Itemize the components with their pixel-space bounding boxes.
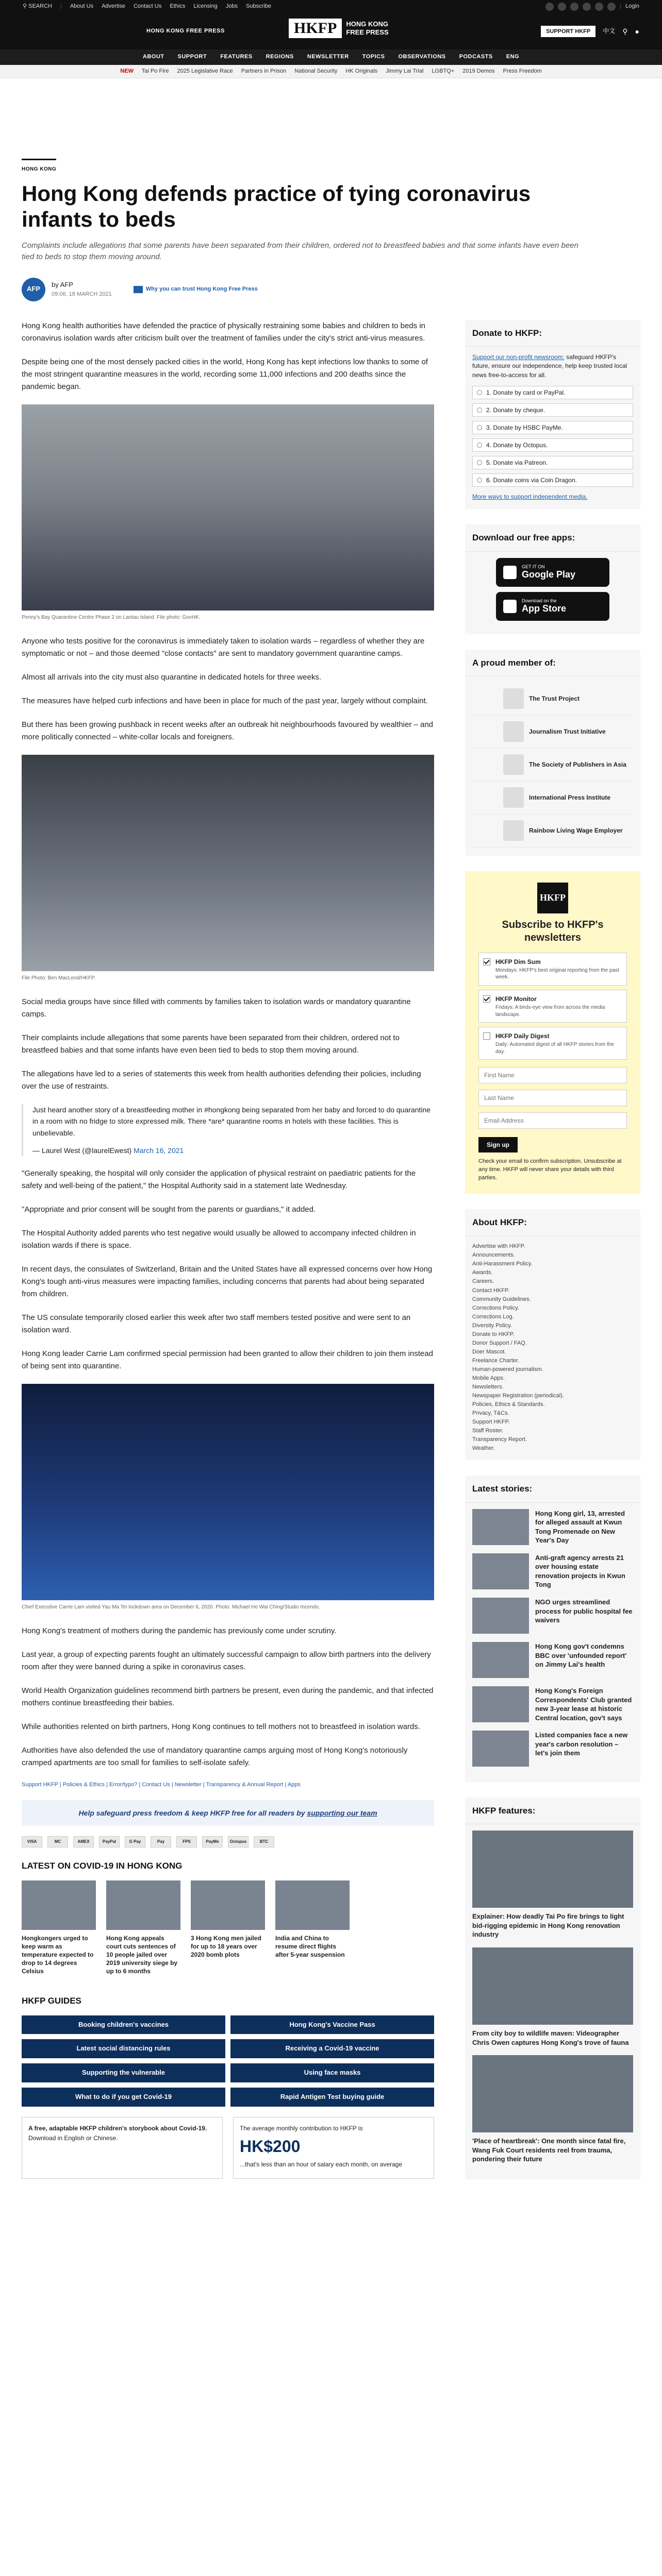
option-name: HKFP Dim Sum	[495, 958, 541, 965]
search-label: SEARCH	[28, 3, 52, 10]
option-desc: Fridays: A birds-eye view from across the media landscape.	[495, 1005, 605, 1018]
trust-project-icon	[503, 688, 524, 709]
about-link[interactable]: Community Guidelines.	[472, 1296, 531, 1302]
article-category[interactable]: HONG KONG	[22, 159, 56, 174]
paragraph: Hong Kong leader Carrie Lam confirmed special permission had been granted to allow their children to join them instead of being sent into quarantine.	[22, 1349, 433, 1371]
about-link[interactable]: Support HKFP.	[472, 1419, 510, 1426]
covid-story[interactable]	[22, 1880, 96, 1976]
latest-story[interactable]	[472, 1642, 633, 1678]
twitter-icon[interactable]	[558, 3, 566, 11]
tweet-author: — Laurel West (@laurelEwest)	[32, 1146, 132, 1155]
topbar-link-licensing[interactable]: Licensing	[193, 3, 218, 10]
byline	[22, 278, 640, 301]
paragraph: "Generally speaking, the hospital will only consider the application of physical restraint on paediatric patients for the safety and well-being of the patient," the Hospital Authority said in a statement late Wednesday.	[22, 1169, 416, 1191]
ticker-new-badge: NEW	[120, 67, 134, 74]
paragraph: "Appropriate and prior consent will be sought from the parents or guardians," it added.	[22, 1205, 316, 1214]
member-logo[interactable]	[472, 815, 633, 848]
paragraph: Last year, a group of expecting parents fought an ultimately successful campaign to allow birth partners into the delivery room after they were banned during a spike in coronavirus cases.	[22, 1650, 431, 1672]
feature-image	[472, 2055, 633, 2132]
youtube-icon[interactable]	[583, 3, 591, 11]
banner-subtitle: ...that's less than an hour of salary each month, on average	[240, 2161, 403, 2168]
embedded-tweet	[22, 1104, 434, 1157]
nav-item-newsletter[interactable]: NEWSLETTER	[307, 54, 349, 60]
features-list	[465, 1831, 640, 2179]
fps-icon: FPS	[176, 1836, 197, 1848]
tweet-text: Just heard another story of a breastfeeding mother in #hongkong being separated from her baby and forced to do quarantine in a room with no fridge to store expressed milk. There *are* quarantine rooms in hotels with these facilities. This is unbelievable.	[32, 1105, 431, 1137]
about-link[interactable]: Anti-Harassment Policy.	[472, 1261, 533, 1267]
ticker-item[interactable]: 2025 Legislative Race	[177, 67, 233, 74]
trust-icon	[134, 286, 143, 293]
paragraph: Authorities have also defended the use of mandatory quarantine camps arguing most of Hong Kong's notoriously cramped apartments are too small for families to self-isolate safely.	[22, 1746, 408, 1768]
about-title: About HKFP:	[465, 1209, 640, 1236]
donate-option[interactable]	[472, 473, 633, 487]
feature-title: From city boy to wildlife maven: Videographer Chris Owen captures Hong Kong's trove of fauna	[472, 2029, 629, 2046]
first-name-field[interactable]	[478, 1067, 627, 1083]
banner-title: The average monthly contribution to HKFP is	[240, 2124, 363, 2132]
feature-title: 'Place of heartbreak': One month since fatal fire, Wang Fuk Court residents reel from trauma, pondering their future	[472, 2137, 626, 2163]
guides-grid	[22, 2015, 434, 2107]
story-title: Listed companies face a new year's carbon resolution – let's join them	[535, 1731, 628, 1757]
member-logo[interactable]	[472, 749, 633, 782]
about-link[interactable]: Privacy, T&Cs.	[472, 1410, 509, 1417]
paragraph: In recent days, the consulates of Switzerland, Britain and the United States have all expressed concerns over how Hong Kong's tough anti-virus measures were impacting families, including concerns that parents had about being separated from children.	[22, 1265, 433, 1299]
latest-story[interactable]	[472, 1553, 633, 1589]
radio-icon	[477, 425, 482, 430]
telegram-icon[interactable]	[607, 3, 616, 11]
ticker-item[interactable]: HK Originals	[345, 67, 378, 74]
carrie-lam-photo	[22, 1384, 434, 1600]
banner-title: A free, adaptable HKFP children's storybook about Covid-19.	[28, 2124, 207, 2132]
story-thumbnail	[472, 1642, 529, 1678]
banner-amount: HK$200	[240, 2137, 301, 2156]
latest-story[interactable]	[472, 1509, 633, 1545]
trust-text: Why you can trust Hong Kong Free Press	[145, 285, 258, 292]
article-title: Hong Kong defends practice of tying coronavirus infants to beds	[22, 181, 531, 232]
apps-box	[465, 524, 640, 634]
topic-ticker	[0, 65, 662, 78]
ticker-item[interactable]: Tai Po Fire	[141, 67, 169, 74]
top-utility-bar	[0, 0, 662, 13]
story-title: Hongkongers urged to keep warm as temperature expected to drop to 14 degrees Celsius	[22, 1934, 94, 1975]
storybook-banner[interactable]	[22, 2117, 223, 2179]
paragraph: The US consulate temporarily closed earlier this week after two staff members tested positive and were sent to an isolation ward.	[22, 1313, 411, 1335]
donate-option[interactable]	[472, 403, 633, 417]
site-logo[interactable]	[289, 19, 389, 38]
donate-option[interactable]	[472, 438, 633, 452]
guide-button[interactable]: Booking children's vaccines	[22, 2015, 225, 2035]
story-thumbnail	[191, 1880, 265, 1930]
mastercard-icon: MC	[47, 1836, 68, 1848]
about-link[interactable]: Corrections Log.	[472, 1313, 514, 1320]
about-link[interactable]: Newsletters.	[472, 1384, 504, 1391]
story-thumbnail	[472, 1598, 529, 1634]
radio-icon	[477, 478, 482, 483]
topbar-link-advertise[interactable]: Advertise	[102, 3, 125, 10]
hazmat-workers-photo	[22, 755, 434, 971]
topbar-link-jobs[interactable]: Jobs	[225, 3, 238, 10]
login-link[interactable]: Login	[625, 3, 639, 10]
google-pay-icon: G Pay	[125, 1836, 145, 1848]
story-title: Hong Kong appeals court cuts sentences of 10 people jailed over 2019 university siege by up to 6 months	[106, 1934, 178, 1975]
story-thumbnail	[472, 1731, 529, 1767]
story-title: Hong Kong gov't condemns BBC over 'unfounded report' on Jimmy Lai's health	[535, 1642, 627, 1669]
divider: |	[60, 3, 62, 10]
paragraph: While authorities relented on birth partners, Hong Kong continues to tell mothers not to breastfeed in isolation wards.	[22, 1722, 420, 1732]
header-right	[541, 26, 639, 37]
article-standfirst: Complaints include allegations that some parents have been separated from their children, ordered not to breastfeed babies and that some infants have even been tied to beds to stop them moving around.	[22, 241, 578, 262]
nav-item-observations[interactable]: OBSERVATIONS	[398, 54, 446, 60]
donate-option[interactable]	[472, 386, 633, 399]
newsletter-logo: HKFP	[537, 883, 568, 913]
octopus-icon: Octopus	[228, 1836, 249, 1848]
banner-subtitle: Download in English or Chinese.	[28, 2134, 118, 2142]
member-name: The Trust Project	[529, 694, 580, 702]
nav-item-features[interactable]: FEATURES	[220, 54, 253, 60]
contribution-banner[interactable]	[233, 2117, 434, 2179]
covid-section-title: LATEST ON COVID-19 IN HONG KONG	[22, 1861, 183, 1871]
newsletter-option[interactable]	[478, 953, 627, 986]
donate-option-label: 6. Donate coins via Coin Dragon.	[486, 476, 577, 484]
checkbox-checked-icon[interactable]	[483, 995, 490, 1003]
about-link[interactable]: Diversity Policy.	[472, 1322, 512, 1329]
guide-button[interactable]: Receiving a Covid-19 vaccine	[230, 2039, 434, 2058]
instagram-icon[interactable]	[570, 3, 578, 11]
paragraph: The Hospital Authority added parents who test negative would usually be allowed to accompany infected children in isolation wards if there is space.	[22, 1229, 416, 1250]
membership-title: A proud member of:	[465, 650, 640, 676]
newsletter-option[interactable]	[478, 1027, 627, 1060]
topbar-links	[23, 2, 271, 11]
apple-pay-icon: Pay	[151, 1836, 171, 1848]
option-text	[495, 1031, 622, 1055]
nav-item-about[interactable]: ABOUT	[142, 54, 164, 60]
photo-caption: Chief Executive Carrie Lam visited Yau Ma Tei lockdown area on December 6, 2020. Photo: Michael Ho Wai Ching/Studio Incendo.	[22, 1604, 320, 1611]
support-hkfp-button[interactable]: SUPPORT HKFP	[541, 26, 595, 37]
feature-image	[472, 1831, 633, 1908]
feature-image	[472, 1947, 633, 2025]
latest-box	[465, 1476, 640, 1782]
cta-text: Help safeguard press freedom & keep HKFP free for all readers by	[78, 1808, 305, 1817]
story-title: Hong Kong girl, 13, arrested for alleged assault at Kwun Tong Promenade on New Year's Day	[535, 1509, 625, 1545]
search-link[interactable]: ⚲ SEARCH	[23, 3, 52, 10]
paragraph: Their complaints include allegations that some parents have been separated from their children, ordered not to breastfeed babies and that some infants have even been tied to beds to stop them moving around.	[22, 1033, 400, 1055]
donate-title: Donate to HKFP:	[465, 320, 640, 347]
story-thumbnail	[22, 1880, 96, 1930]
story-thumbnail	[472, 1509, 529, 1545]
member-name: Journalism Trust Initiative	[529, 727, 606, 735]
more-ways-link[interactable]: More ways to support independent media.	[472, 493, 588, 501]
sopa-icon	[503, 754, 524, 775]
member-name: Rainbow Living Wage Employer	[529, 826, 623, 834]
story-title: NGO urges streamlined process for public hospital fee waivers	[535, 1598, 633, 1624]
story-title: 3 Hong Kong men jailed for up to 18 years over 2020 bomb plots	[191, 1934, 261, 1958]
story-thumbnail	[275, 1880, 350, 1930]
member-logo[interactable]	[472, 716, 633, 749]
checkbox-icon[interactable]	[483, 1032, 490, 1040]
member-list	[465, 683, 640, 856]
linkedin-icon[interactable]	[595, 3, 603, 11]
store-label	[522, 564, 575, 580]
logo-text	[346, 20, 388, 36]
about-list	[465, 1242, 640, 1460]
paragraph: World Health Organization guidelines recommend birth partners be present, even during the pandemic, and that infected mothers continue breastfeeding their babies.	[22, 1686, 434, 1708]
feature-story[interactable]	[472, 1831, 633, 1939]
paypal-icon: PayPal	[99, 1836, 120, 1848]
google-play-icon	[503, 566, 517, 579]
store-label	[522, 598, 566, 614]
about-link[interactable]: Contact HKFP.	[472, 1287, 509, 1294]
feature-story[interactable]	[472, 2055, 633, 2164]
nav-item-topics[interactable]: TOPICS	[362, 54, 385, 60]
donate-option-label: 3. Donate by HSBC PayMe.	[486, 423, 563, 431]
google-play-button[interactable]	[496, 558, 609, 587]
covid-stories	[22, 1880, 434, 1976]
member-logo[interactable]	[472, 683, 633, 716]
rainbow-icon	[503, 820, 524, 841]
option-name: HKFP Monitor	[495, 995, 537, 1003]
email-field[interactable]	[478, 1112, 627, 1129]
radio-icon	[477, 390, 482, 395]
donate-option-label: 4. Donate by Octopus.	[486, 441, 548, 449]
logo-line-2: FREE PRESS	[346, 28, 389, 36]
promo-banners	[22, 2117, 434, 2179]
ad-space	[22, 78, 640, 159]
donate-content	[465, 353, 640, 509]
byline-text	[52, 280, 112, 299]
donate-option-label: 2. Donate by cheque.	[486, 406, 545, 414]
quarantine-centre-photo	[22, 404, 434, 611]
ticker-item[interactable]: 2019 Demos	[462, 67, 495, 74]
features-box	[465, 1798, 640, 2179]
about-link[interactable]: Transparency Report.	[472, 1436, 527, 1443]
covid-story[interactable]	[106, 1880, 180, 1976]
topbar-link-about[interactable]: About Us	[70, 3, 94, 10]
nav-item-podcasts[interactable]: PODCASTS	[459, 54, 493, 60]
language-switch[interactable]: 中文	[603, 27, 616, 35]
paragraph: Hong Kong health authorities have defended the practice of physically restraining some babies and children to beds in coronavirus isolation wards after criticism built over the treatment of families under the city's strict anti-virus measures.	[22, 321, 425, 343]
tweet-attribution	[32, 1145, 434, 1156]
paragraph: Despite being one of the most densely packed cities in the world, Hong Kong has kept infections low thanks to some of the most stringent quarantine measures in the world, recording some 11,000 infections and 200 deaths since the pandemic began.	[22, 357, 428, 391]
newsletter-title: Subscribe to HKFP's newsletters	[502, 919, 604, 943]
donate-lead-link[interactable]: Support our non-profit newsroom:	[472, 353, 565, 361]
about-box	[465, 1209, 640, 1460]
about-link[interactable]: Policies, Ethics & Standards.	[472, 1401, 545, 1408]
paragraph: Hong Kong's treatment of mothers during the pandemic has previously come under scrutiny.	[22, 1626, 337, 1636]
nav-item-support[interactable]: SUPPORT	[177, 54, 207, 60]
features-title: HKFP features:	[465, 1798, 640, 1824]
donate-option-label: 1. Donate by card or PayPal.	[486, 388, 566, 396]
store-name: App Store	[522, 603, 567, 614]
option-text	[495, 957, 622, 981]
nav-item-regions[interactable]: REGIONS	[266, 54, 294, 60]
about-link[interactable]: Human-powered journalism.	[472, 1366, 543, 1372]
option-desc: Mondays: HKFP's best original reporting from the past week.	[495, 967, 619, 980]
ticker-item[interactable]: LGBTQ+	[432, 67, 455, 74]
donate-option[interactable]	[472, 421, 633, 434]
photo-caption: File Photo: Ben MacLeod/HKFP.	[22, 975, 96, 981]
guide-button[interactable]: What to do if you get Covid-19	[22, 2088, 225, 2107]
sidebar	[465, 320, 640, 2195]
membership-box	[465, 650, 640, 856]
latest-list	[465, 1509, 640, 1783]
article-body	[22, 320, 434, 2195]
guide-button[interactable]: Latest social distancing rules	[22, 2039, 225, 2058]
donate-option[interactable]	[472, 456, 633, 469]
about-link[interactable]: Freelance Charter.	[472, 1357, 520, 1364]
support-cta	[22, 1800, 434, 1826]
newsletter-footer: Check your email to confirm subscription. Unsubscribe at any time. HKFP will never share your details with third parties.	[478, 1158, 622, 1181]
author-avatar[interactable]: AFP	[22, 278, 45, 301]
ipi-icon	[503, 787, 524, 808]
donate-lead	[472, 353, 633, 380]
donate-box	[465, 320, 640, 510]
ticker-item[interactable]: Jimmy Lai Trial	[386, 67, 424, 74]
about-link[interactable]: Weather.	[472, 1445, 495, 1452]
article-footer-links[interactable]: Support HKFP | Policies & Ethics | Error/typo? | Contact Us | Newsletter | Transparency & Annual Report | Apps	[22, 1782, 301, 1788]
about-link[interactable]: Careers.	[472, 1278, 494, 1285]
store-name: Google Play	[522, 569, 576, 580]
paragraph: Almost all arrivals into the city must also quarantine in dedicated hotels for three weeks.	[22, 672, 322, 682]
content-columns	[22, 320, 640, 2195]
nav-item-lang[interactable]: ENG	[506, 54, 520, 60]
store-top-text: GET IT ON	[522, 564, 545, 570]
user-icon[interactable]: ●	[635, 27, 639, 36]
feature-title: Explainer: How deadly Tai Po fire brings to light bid-rigging epidemic in Hong Kong renovation industry	[472, 1912, 624, 1939]
guides-section-title: HKFP GUIDES	[22, 1996, 81, 2006]
publish-date: 09:06, 18 MARCH 2021	[52, 291, 112, 298]
photo-caption: Penny's Bay Quarantine Centre Phase 2 on Lantau Island. File photo: GovHK.	[22, 614, 201, 620]
member-name: International Press Institute	[529, 793, 611, 801]
newsletter-signup	[465, 871, 640, 1194]
visa-icon: VISA	[22, 1836, 42, 1848]
apple-icon	[503, 600, 517, 613]
app-store-button[interactable]	[496, 592, 609, 621]
topbar-link-subscribe[interactable]: Subscribe	[246, 3, 271, 10]
about-link[interactable]: Doer Mascot.	[472, 1348, 506, 1355]
topbar-link-ethics[interactable]: Ethics	[170, 3, 186, 10]
latest-story[interactable]	[472, 1686, 633, 1722]
site-header	[0, 13, 662, 49]
about-link[interactable]: Donate to HKFP.	[472, 1331, 515, 1337]
store-top-text: Download on the	[522, 598, 557, 604]
newsletter-option[interactable]	[478, 990, 627, 1023]
donate-option-label: 5. Donate via Patreon.	[486, 459, 548, 466]
latest-story[interactable]	[472, 1731, 633, 1767]
latest-title: Latest stories:	[465, 1476, 640, 1502]
story-thumbnail	[472, 1686, 529, 1722]
story-title: Hong Kong's Foreign Correspondents' Club granted new 3-year lease at historic Central location, gov't says	[535, 1686, 632, 1722]
about-link[interactable]: Advertise with HKFP.	[472, 1243, 525, 1250]
last-name-field[interactable]	[478, 1090, 627, 1106]
ticker-item[interactable]: National Security	[294, 67, 338, 74]
main-nav	[0, 49, 662, 65]
guide-button[interactable]: Hong Kong's Vaccine Pass	[230, 2015, 434, 2035]
logo-mark: HKFP	[289, 19, 342, 38]
topbar-right	[545, 2, 639, 11]
radio-icon	[477, 408, 482, 413]
jti-icon	[503, 721, 524, 742]
payment-methods	[22, 1836, 434, 1848]
ticker-item[interactable]: Partners in Prison	[241, 67, 287, 74]
topbar-link-contact[interactable]: Contact Us	[133, 3, 162, 10]
tweet-date-link[interactable]: March 16, 2021	[134, 1146, 184, 1155]
option-name: HKFP Daily Digest	[495, 1032, 550, 1040]
checkbox-checked-icon[interactable]	[483, 958, 490, 965]
about-link[interactable]: Newspaper Registration (periodical).	[472, 1393, 564, 1399]
latest-story[interactable]	[472, 1598, 633, 1634]
story-thumbnail	[472, 1553, 529, 1589]
divider: |	[620, 3, 622, 10]
story-thumbnail	[106, 1880, 180, 1930]
logo-line-1: HONG KONG	[346, 20, 388, 28]
story-title: Anti-graft agency arrests 21 over housing estate renovation projects in Kwun Tong	[535, 1553, 625, 1589]
author-name[interactable]: by AFP	[52, 280, 73, 289]
cta-link[interactable]: supporting our team	[307, 1808, 377, 1817]
covid-story[interactable]	[275, 1880, 350, 1976]
about-link[interactable]: Donor Support / FAQ.	[472, 1340, 527, 1346]
member-logo[interactable]	[472, 782, 633, 815]
paragraph: The allegations have led to a series of statements this week from health authorities defending their policies, including over the use of restraints.	[22, 1069, 421, 1091]
radio-icon	[477, 460, 482, 465]
about-link[interactable]: Awards.	[472, 1269, 493, 1276]
trust-link[interactable]	[134, 285, 258, 294]
about-link[interactable]: Announcements.	[472, 1252, 515, 1259]
guide-button[interactable]: Rapid Antigen Test buying guide	[230, 2088, 434, 2107]
apps-content	[465, 558, 640, 634]
member-name: The Society of Publishers in Asia	[529, 760, 626, 768]
paragraph: The measures have helped curb infections and have been in place for much of the past year, largely without complaint.	[22, 696, 428, 705]
radio-icon	[477, 443, 482, 448]
donate-lead-text: safeguard HKFP's future, ensure our independence, help keep trusted local news free-to-access for all.	[472, 353, 627, 379]
paragraph: But there has been growing pushback in recent weeks after an outbreak hit neighbourhoods favoured by wealthier – and more politically connected – white-collar locals and foreigners.	[22, 720, 434, 741]
apps-title: Download our free apps:	[465, 524, 640, 551]
about-link[interactable]: Corrections Policy.	[472, 1304, 519, 1311]
story-title: India and China to resume direct flights after 5-year suspension	[275, 1934, 345, 1958]
feature-story[interactable]	[472, 1947, 633, 2047]
bitcoin-icon: BTC	[254, 1836, 274, 1848]
paragraph: Anyone who tests positive for the coronavirus is immediately taken to isolation wards – regardless of whether they are symptomatic or not – and those deemed "close contacts" are sent to mandatory government quarantine camps.	[22, 636, 425, 658]
paragraph: Social media groups have since filled with comments by families taken to isolation wards or mandatory quarantine camps.	[22, 997, 411, 1019]
about-link[interactable]: Mobile Apps.	[472, 1375, 505, 1381]
about-link[interactable]: Staff Roster.	[472, 1428, 504, 1434]
facebook-icon[interactable]	[545, 3, 554, 11]
signup-button[interactable]: Sign up	[478, 1137, 518, 1153]
search-icon[interactable]: ⚲	[622, 27, 628, 36]
header-left-label: HONG KONG FREE PRESS	[146, 28, 225, 35]
page-wrap	[22, 78, 640, 2195]
option-desc: Daily: Automated digest of all HKFP stories from the day.	[495, 1042, 614, 1055]
payme-icon: PayMe	[202, 1836, 223, 1848]
ticker-item[interactable]: Press Freedom	[503, 67, 542, 74]
guide-button[interactable]: Using face masks	[230, 2063, 434, 2082]
guide-button[interactable]: Supporting the vulnerable	[22, 2063, 225, 2082]
amex-icon: AMEX	[73, 1836, 94, 1848]
covid-story[interactable]	[191, 1880, 265, 1976]
option-text	[495, 994, 622, 1018]
